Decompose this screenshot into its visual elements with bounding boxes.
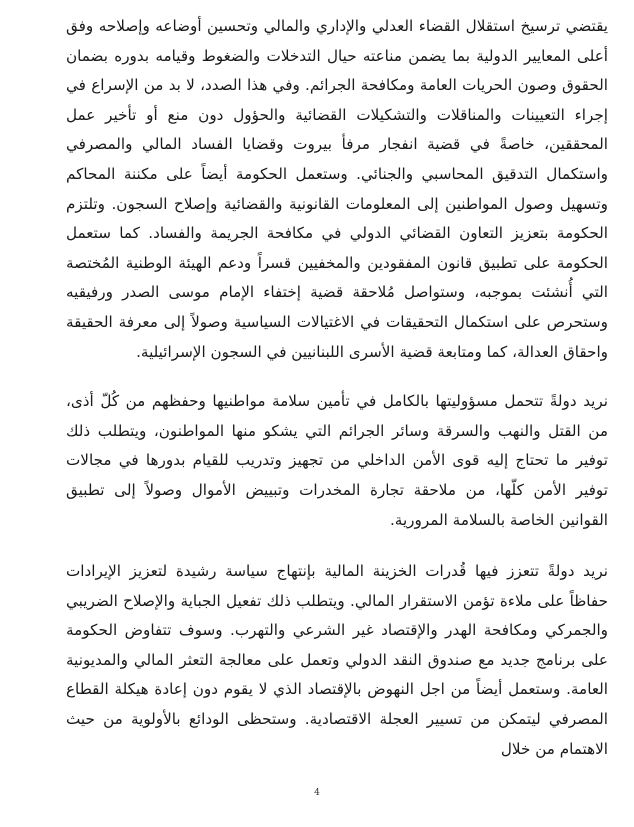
document-body xyxy=(66,12,608,764)
paragraph-finance: نريد دولةً تتعزز فيها قُدرات الخزينة المالية بإنتهاج سياسة رشيدة لتعزيز الإيرادات حفاظاً على ملاءة تؤمن الاستقرار المالي. ويتطلب ذلك تفعيل الجباية والإصلاح الضريبي والجمركي ومكافحة الهدر والإقتصاد غير الشرعي والتهرب. وسوف تتفاوض الحكومة على برنامج جديد مع صندوق النقد الدولي وتعمل على معالجة التعثر المالي والمديونية العامة. وستعمل أيضاً من اجل النهوض بالإقتصاد الذي لا يقوم دون إعادة هيكلة القطاع المصرفي ليتمكن من تسيير العجلة الاقتصادية. وستحظى الودائع بالأولوية من حيث الاهتمام من خلال xyxy=(66,562,608,758)
paragraph-judiciary: يقتضي ترسيخ استقلال القضاء العدلي والإداري والمالي وتحسين أوضاعه وإصلاحه وفق أعلى المعايير الدولية بما يضمن مناعته حيال التدخلات والضغوط وقيامه بدوره بضمان الحقوق وصون الحريات العامة ومكافحة الجرائم. وفي هذا الصدد، لا بد من الإسراع في إجراء التعيينات والمناقلات والتشكيلات القضائية والحؤول دون منع أو تأخير عمل المحققين، خاصةً في قضية انفجار مرفأ بيروت وقضايا الفساد المالي والمصرفي واستكمال التدقيق المحاسبي والجنائي. وستعمل الحكومة أيضاً على مكننة المحاكم وتسهيل وصول المواطنين إلى المعلومات القانونية والقضائية وإصلاح السجون. وتلتزم الحكومة بتعزيز التعاون القضائي الدولي في مكافحة الجريمة والفساد. كما ستعمل الحكومة على تطبيق قانون المفقودين والمخفيين قسراً ودعم الهيئة الوطنية المُختصة التي أُنشئت بموجبه، وستواصل مُلاحقة قضية إختفاء الإمام موسى الصدر ورفيقيه وستحرص على استكمال التحقيقات في الاغتيالات السياسية وصولاً إلى معرفة الحقيقة واحقاق العدالة، كما ومتابعة قضية الأسرى اللبنانيين في السجون الإسرائيلية. xyxy=(66,17,608,361)
page-number: 4 xyxy=(314,788,320,798)
paragraph-security: نريد دولةً تتحمل مسؤوليتها بالكامل في تأمين سلامة مواطنيها وحفظهم من كُلّ أذى، من القتل والنهب والسرقة وسائر الجرائم التي يشكو منها المواطنون، ويتطلب ذلك توفير ما تحتاج إليه قوى الأمن الداخلي من تجهيز وتدريب للقيام بدورها في مجالات توفير الأمن كلّها، من ملاحقة تجارة المخدرات وتبييض الأموال وصولاً إلى تطبيق القوانين الخاصة بالسلامة المرورية. xyxy=(66,392,608,529)
